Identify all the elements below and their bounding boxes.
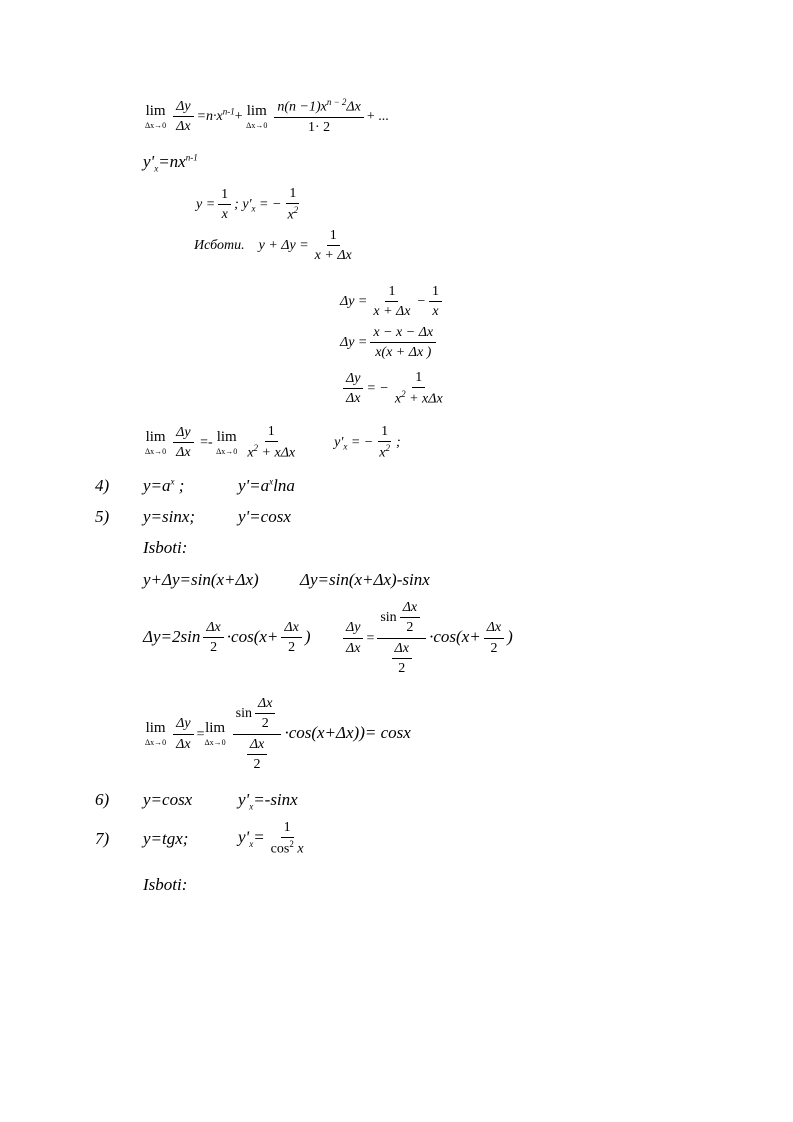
limit-reciprocal-result: lim Δx→0 $\frac{\Delta y}{\Delta x}$ =- lim Δx→0 $\frac{1}{x^2 + x\Delta x}$ $y'_x$ = − $\frac{1}{x^2}$ ;	[145, 424, 401, 462]
delta-y-difference: Δy = $\frac{1}{x + \Delta x}$ − $\frac{1}{x}$	[340, 284, 445, 320]
proof-heading: Isboti:	[143, 538, 188, 557]
fraction-1-over-x-plus-dx: $\frac{1}{x + \Delta x}$	[373, 284, 411, 320]
fraction-limit-term: $\frac{1}{x^2 + x\Delta x}$	[247, 424, 296, 462]
derivative-power-result: $y'_x=nx^{n-1}$	[143, 152, 198, 174]
fraction-binomial-term: $\frac{n(n -1)x^{n - 2}\Delta x}{1\cdot 2}$	[274, 98, 364, 135]
item-number-4: 4)	[95, 476, 110, 495]
fraction-combined: $\frac{x - x - \Delta x}{x(x + \Delta x )}$	[370, 325, 436, 361]
fraction-one-over-x-squared: $\frac{1}{x^2}$	[287, 186, 299, 224]
fraction-dx-over-2: $\frac{\Delta x}{2}$	[484, 620, 504, 656]
limit-operator: lim Δx→0	[204, 720, 226, 748]
sine-delta-product: Δy=2sin $\frac{\Delta x}{2}$ ·cos(x+ $\frac{\Delta x}{2}$ )	[143, 620, 311, 656]
item-number-5: 5)	[95, 507, 110, 526]
exponential-function: $y=a^x$ ;	[143, 476, 185, 495]
fraction-dx-over-2: $\frac{\Delta x}{2}$	[203, 620, 223, 656]
fraction-result: $\frac{1}{x^2}$	[379, 424, 390, 462]
sine-derivative: y'=cosx	[238, 507, 291, 526]
proof-start-line: Исботи. y + Δy = $\frac{1}{x + \Delta x}$	[194, 228, 358, 264]
reciprocal-function-line: y = $\frac{1}{x}$ ; $y'_x$ = − $\frac{1}{x^2}$	[196, 186, 304, 223]
limit-binomial-expansion: lim Δx→0 $\frac{\Delta y}{\Delta x}$ $=n\cdot x^{n-1}+$ lim Δx→0 $\frac{n(n -1)x^{n - 2}\Delta x}{1\cdot 2}$ + ...	[145, 97, 389, 136]
fraction-dy-dx: $\frac{\Delta y}{\Delta x}$	[343, 620, 363, 656]
proof-heading-2: Isboti:	[143, 875, 188, 894]
sine-delta: Δy=sin(x+Δx)-sinx	[300, 570, 430, 589]
tangent-function: y=tgx;	[143, 829, 189, 848]
item-number-7: 7)	[95, 829, 110, 848]
limit-operator: lim Δx→0	[246, 102, 268, 130]
delta-ratio-line: $\frac{\Delta y}{\Delta x}$ = − $\frac{1}{x^2 + x\Delta x}$	[340, 370, 449, 407]
limit-operator: lim Δx→0	[145, 428, 167, 456]
cosine-derivative: $y'_x=$-sinx	[238, 790, 298, 812]
fraction-dx-over-2: $\frac{\Delta x}{2}$	[281, 620, 301, 656]
exponential-derivative: $y'=a^x\ln a$	[238, 476, 295, 495]
fraction-dy-dx: $\frac{\Delta y}{\Delta x}$	[173, 99, 193, 135]
fraction-sin-half-over-half: sin $\frac{\Delta x}{2}$ $\frac{\Delta x}{2}$	[377, 600, 426, 677]
fraction-one-over-x: $\frac{1}{x}$	[218, 187, 231, 223]
limit-operator: lim Δx→0	[145, 720, 167, 748]
limit-operator: lim Δx→0	[216, 428, 238, 456]
fraction-one-over-x-plus-dx: $\frac{1}{x + \Delta x}$	[314, 228, 352, 264]
item-number-6: 6)	[95, 790, 110, 809]
fraction-1-over-x: $\frac{1}{x}$	[429, 284, 442, 320]
fraction-sin-half-over-half: sin $\frac{\Delta x}{2}$ $\frac{\Delta x}{2}$	[233, 696, 282, 773]
sine-function: y=sinx;	[143, 507, 196, 526]
fraction-dy-dx: $\frac{\Delta y}{\Delta x}$	[173, 716, 193, 752]
cosine-function: y=cosx	[143, 790, 193, 809]
fraction-dy-dx: $\frac{\Delta y}{\Delta x}$	[173, 425, 193, 461]
fraction-one-over-cos-squared: $\frac{1}{\cos^2 x}$	[270, 820, 304, 858]
sine-increment: y+Δy=sin(x+Δx)	[143, 570, 259, 589]
limit-operator: lim Δx→0	[145, 102, 167, 130]
fraction-dy-dx: $\frac{\Delta y}{\Delta x}$	[343, 371, 363, 407]
tangent-derivative: $y'_x=$ $\frac{1}{\cos^2 x}$	[238, 820, 310, 857]
delta-y-combined: Δy = $\frac{x - x - \Delta x}{x(x + \Delta x )}$	[340, 325, 439, 361]
sine-ratio: $\frac{\Delta y}{\Delta x}$ = sin $\frac{\Delta x}{2}$ $\frac{\Delta x}{2}$ ·cos(x+ $\frac{\Delta x}{2}$ )	[340, 600, 513, 677]
limit-sine-result: lim Δx→0 $\frac{\Delta y}{\Delta x}$ = lim Δx→0 sin $\frac{\Delta x}{2}$ $\frac{\Delta x}{2}$ ·cos(x+Δx))= cosx	[145, 696, 411, 773]
fraction-neg-one-over: $\frac{1}{x^2 + x\Delta x}$	[394, 370, 443, 408]
